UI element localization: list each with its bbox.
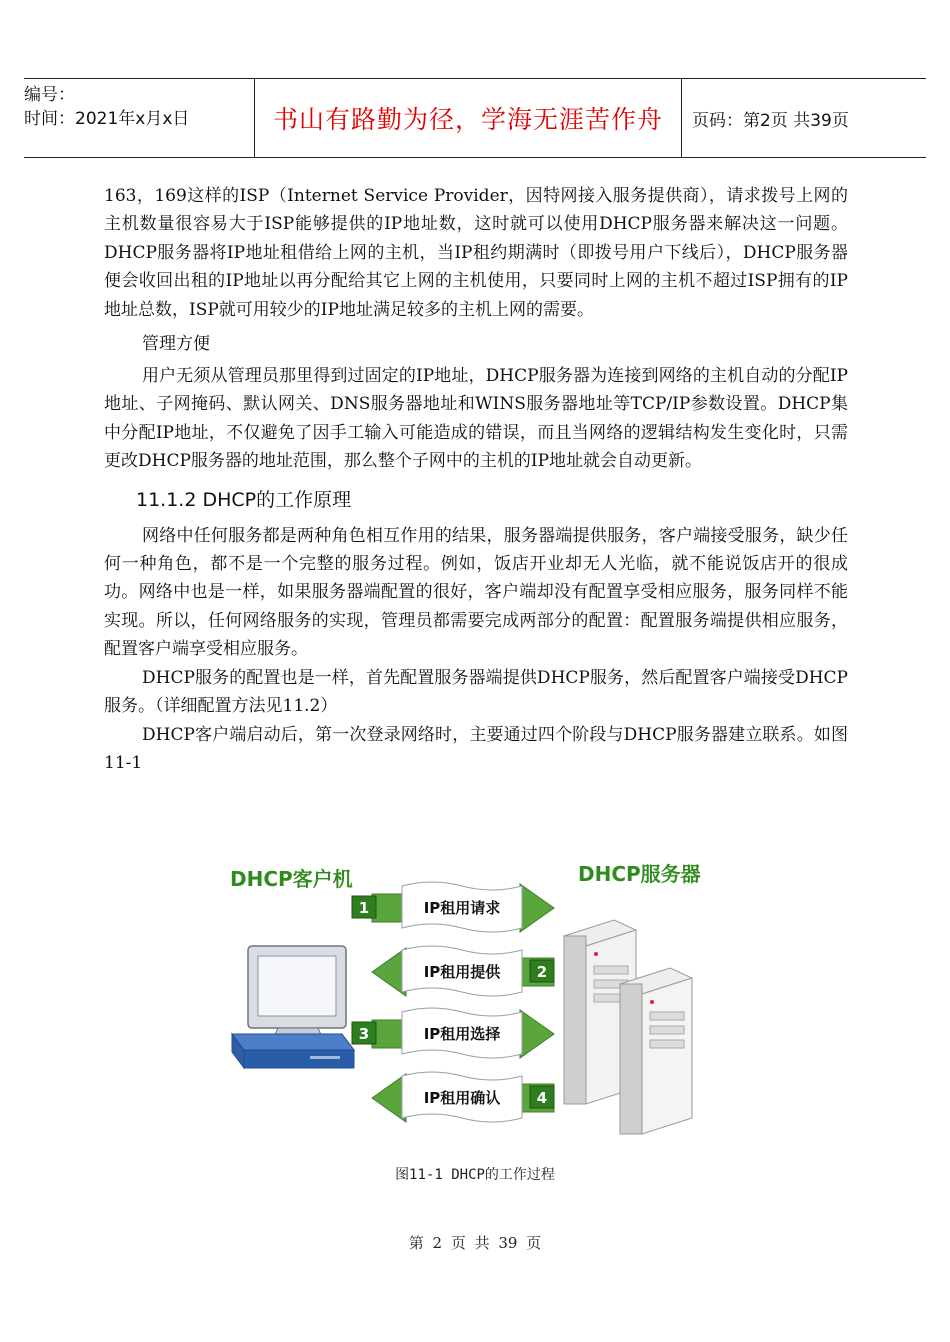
paragraph-config: DHCP服务的配置也是一样，首先配置服务器端提供DHCP服务，然后配置客户端接受DHCP服务。（详细配置方法见11.2） [104, 667, 848, 717]
paragraph-phases: DHCP客户端启动后，第一次登录网络时，主要通过四个阶段与DHCP服务器建立联系。如图11-1 [104, 724, 848, 773]
dhcp-step-2 [372, 946, 554, 996]
step-number: 4 [536, 1089, 548, 1107]
header-meta [24, 79, 254, 157]
dhcp-step-4 [372, 1072, 554, 1122]
step-number: 2 [536, 963, 548, 981]
code-label: 编号： [24, 85, 75, 105]
section-heading: 11.1.2 DHCP的工作原理 [136, 488, 352, 511]
paragraph-management: 用户无须从管理员那里得到过固定的IP地址，DHCP服务器为连接到网络的主机自动的分配IP地址、子网掩码、默认网关、DNS服务器地址和WINS服务器地址等TCP/IP参数设置。DHCP集中分配IP地址，不仅避免了因手工输入可能造成的错误，而且当网络的逻辑结构发生变化时，只需更改DHCP服务器的地址范围，那么整个子网中的主机的IP地址就会自动更新。 [104, 366, 848, 472]
client-label: DHCP客户机 [230, 867, 353, 891]
paragraph-isp: 163，169这样的ISP（Internet Service Provider，因特网接入服务提供商），请求拨号上网的主机数量很容易大于ISP能够提供的IP地址数，这时就可以使用DHCP服务器来解决这一问题。DHCP服务器将IP地址租借给上网的主机，当IP租约期满时（即拨号用户下线后），DHCP服务器便会收回出租的IP地址以再分配给其它上网的主机使用，只要同时上网的主机不超过ISP拥有的IP地址总数，ISP就可用较少的IP地址满足较多的主机上网的需要。 [104, 186, 848, 320]
server-label: DHCP服务器 [578, 862, 701, 886]
step-number: 3 [358, 1025, 370, 1043]
dhcp-diagram [222, 856, 732, 1146]
paragraph-roles: 网络中任何服务都是两种角色相互作用的结果，服务器端提供服务，客户端接受服务，缺少任何一种角色，都不是一个完整的服务过程。例如，饭店开业却无人光临，就不能说饭店开的很成功。网络中也是一样，如果服务器端配置的很好，客户端却没有配置享受相应服务，服务同样不能实现。所以，任何网络服务的实现，管理员都需要完成两部分的配置：配置服务端提供相应服务，配置客户端享受相应服务。 [104, 525, 848, 660]
header-motto: 书山有路勤为径，学海无涯苦作舟 [272, 105, 663, 134]
page-footer: 第 2 页 共 39 页 [408, 1234, 542, 1252]
header-motto-cell [254, 79, 682, 157]
page-header [24, 78, 926, 158]
document-body [104, 182, 848, 777]
step-number: 1 [358, 899, 370, 917]
step-label: IP租用提供 [423, 963, 501, 981]
time-label: 时间：2021年x月x日 [24, 109, 190, 129]
dhcp-step-3 [352, 1008, 554, 1058]
client-computer-icon [232, 946, 354, 1068]
dhcp-step-1 [352, 882, 554, 932]
dhcp-steps [352, 882, 554, 1122]
step-label: IP租用确认 [423, 1089, 501, 1107]
subheading-management: 管理方便 [142, 334, 210, 355]
header-page-info: 页码：第2页 共39页 [692, 110, 849, 131]
dhcp-diagram-svg [222, 856, 732, 1146]
figure-caption: 图11-1 DHCP的工作过程 [395, 1167, 555, 1183]
step-label: IP租用请求 [423, 899, 501, 917]
step-label: IP租用选择 [423, 1025, 501, 1043]
server-icon-2 [620, 968, 692, 1134]
